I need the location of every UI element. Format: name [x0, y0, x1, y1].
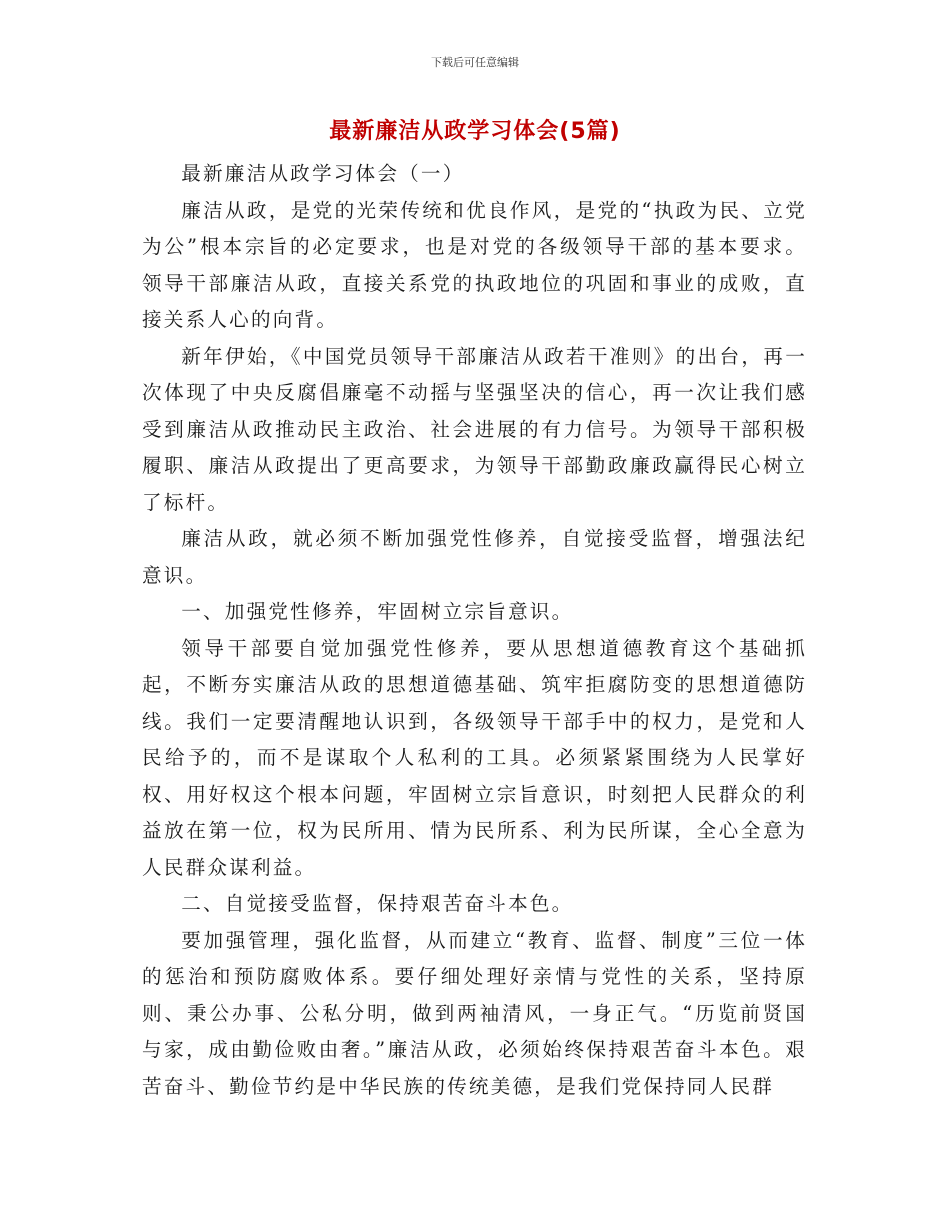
subsection-heading: 一、加强党性修养，牢固树立宗旨意识。: [181, 600, 574, 623]
paragraph: 领导干部要自觉加强党性修养，要从思想道德教育这个基础抓起，不断夯实廉洁从政的思想道德基础、筑牢拒腐防变的思想道德防线。我们一定要清醒地认识到，各级领导干部手中的权力，是党和人民给予的，而不是谋取个人私利的工具。必须紧紧围绕为人民掌好权、用好权这个根本问题，牢固树立宗旨意识，时刻把人民群众的利益放在第一位，权为民所用、情为民所系、利为民所谋，全心全意为人民群众谋利益。: [142, 636, 807, 879]
paragraph: 廉洁从政，就必须不断加强党性修养，自觉接受监督，增强法纪意识。: [142, 527, 807, 587]
paragraph: 新年伊始，《中国党员领导干部廉洁从政若干准则》的出台，再一次体现了中央反腐倡廉毫不动摇与坚强坚决的信心，再一次让我们感受到廉洁从政推动民主政治、社会进展的有力信号。为领导干部积极履职、廉洁从政提出了更高要求，为领导干部勤政廉政赢得民心树立了标杆。: [142, 344, 807, 514]
paragraph: 要加强管理，强化监督，从而建立“教育、监督、制度”三位一体的惩治和预防腐败体系。要仔细处理好亲情与党性的关系，坚持原则、秉公办事、公私分明，做到两袖清风，一身正气。“历览前贤国与家，成由勤俭败由奢。”廉洁从政，必须始终保持艰苦奋斗本色。艰苦奋斗、勤俭节约是中华民族的传统美德，是我们党保持同人民群: [142, 928, 807, 1098]
page-header-note: 下载后可任意编辑: [431, 56, 519, 69]
document-title: 最新廉洁从政学习体会(5篇): [329, 119, 621, 144]
subsection-heading: 二、自觉接受监督，保持艰苦奋斗本色。: [181, 892, 574, 915]
section-heading: 最新廉洁从政学习体会（一）: [181, 162, 465, 185]
paragraph: 廉洁从政，是党的光荣传统和优良作风，是党的“执政为民、立党为公”根本宗旨的必定要求，也是对党的各级领导干部的基本要求。领导干部廉洁从政，直接关系党的执政地位的巩固和事业的成败，直接关系人心的向背。: [142, 198, 807, 331]
document-body: [142, 156, 807, 1105]
